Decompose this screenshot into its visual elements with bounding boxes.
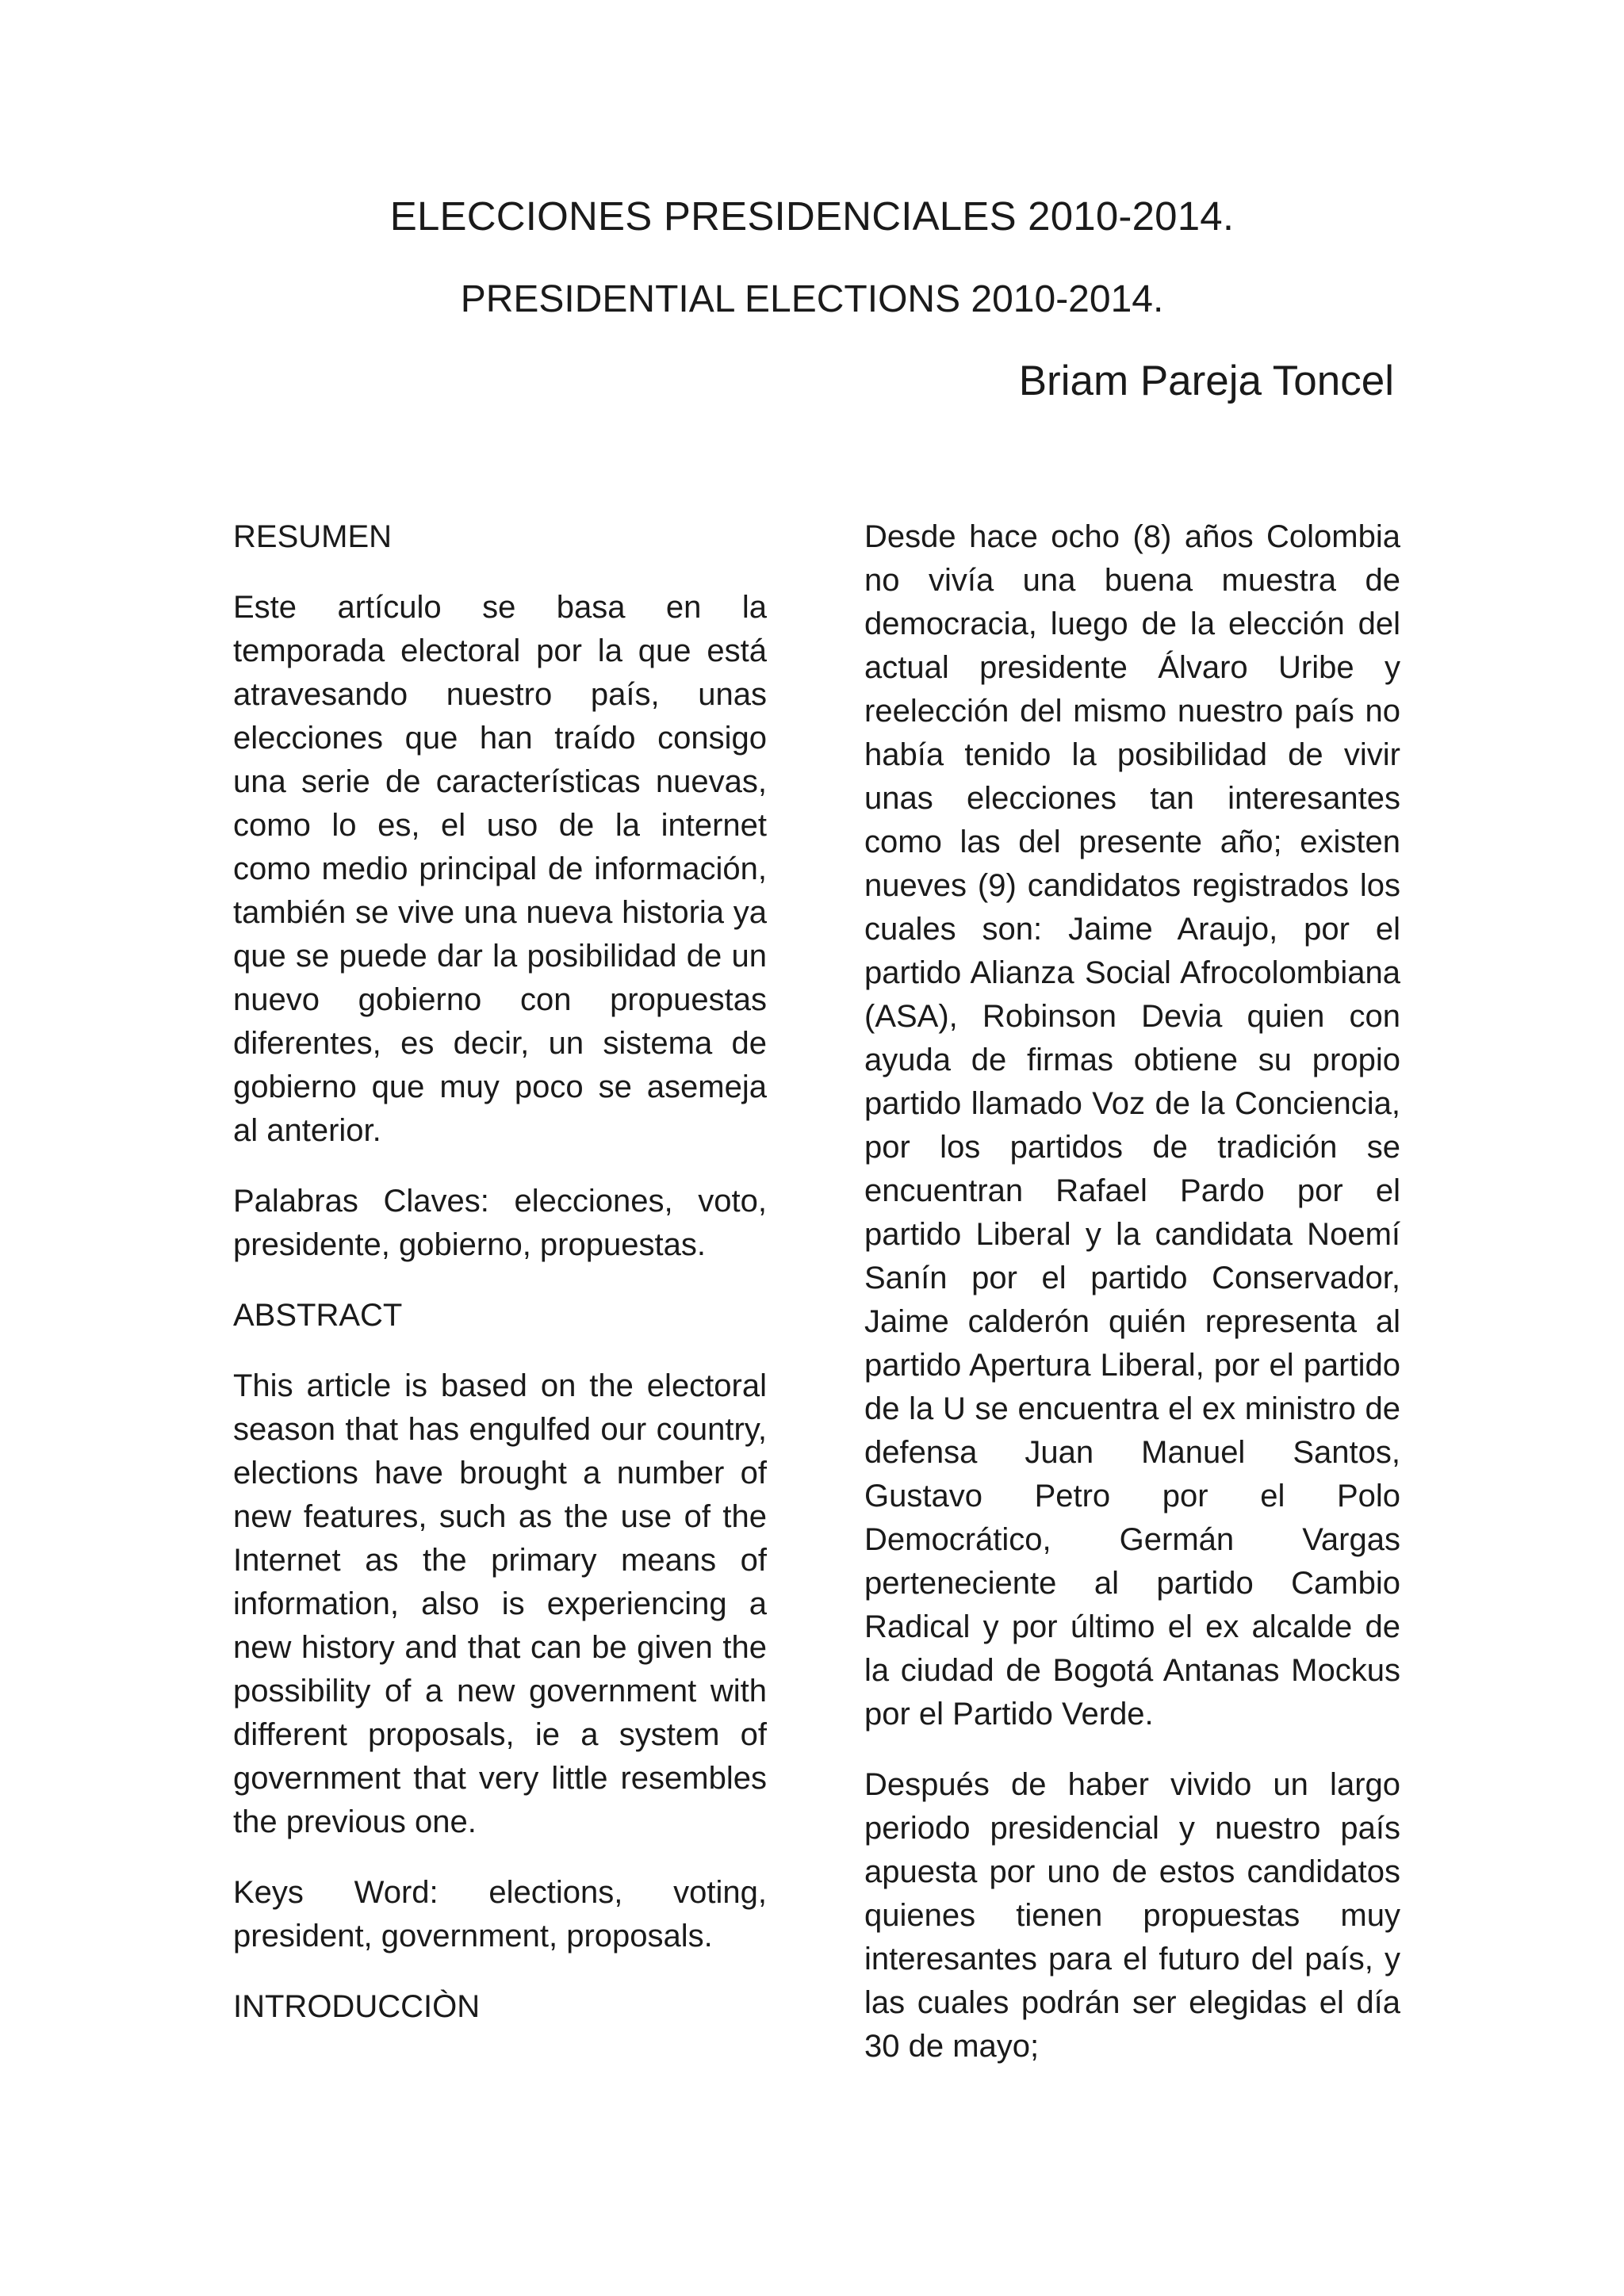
title-spanish: ELECCIONES PRESIDENCIALES 2010-2014. (389, 193, 1235, 239)
abstract-paragraph: This article is based on the electoral season that has engulfed our country, elections have brought a number of new features, such as the use of the Internet as the primary means of information, also is experiencing a new history and that can be given the possibility of a new government with different proposals, ie a system of government that very little resembles the previous one. (233, 1368, 767, 1839)
resumen-paragraph: Este artículo se basa en la temporada electoral por la que está atravesando nuestro país, unas elecciones que han traído consigo una serie de características nuevas, como lo es, el uso de la internet como medio principal de información, también se vive una nueva historia ya que se puede dar la posibilidad de un nuevo gobierno con propuestas diferentes, es decir, un sistema de gobierno que muy poco se asemeja al anterior. (233, 590, 767, 1148)
right-column (864, 515, 1400, 2068)
left-column (233, 515, 767, 2056)
title-english: PRESIDENTIAL ELECTIONS 2010-2014. (460, 278, 1164, 320)
introduction-paragraph-1: Desde hace ocho (8) años Colombia no vivía una buena muestra de democracia, luego de la elección del actual presidente Álvaro Uribe y reelección del mismo nuestro país no había tenido la posibilidad de vivir unas elecciones tan interesantes como las del presente año; existen nueves (9) candidatos registrados los cuales son: Jaime Araujo, por el partido Alianza Social Afrocolombiana (ASA), Robinson Devia quien con ayuda de firmas obtiene su propio partido llamado Voz de la Conciencia, por los partidos de tradición se encuentran Rafael Pardo por el partido Liberal y la candidata Noemí Sanín por el partido Conservador, Jaime calderón quién representa al partido Apertura Liberal, por el partido de la U se encuentra el ex ministro de defensa Juan Manuel Santos, Gustavo Petro por el Polo Democrático, Germán Vargas perteneciente al partido Cambio Radical y por último el ex alcalde de la ciudad de Bogotá Antanas Mockus por el Partido Verde. (864, 519, 1400, 1732)
keywords: Keys Word: elections, voting, president, government, proposals. (233, 1875, 767, 1954)
abstract-heading: ABSTRACT (233, 1298, 403, 1333)
author-name: Briam Pareja Toncel (1018, 358, 1394, 404)
introduction-heading: INTRODUCCIÒN (233, 1989, 481, 2024)
resumen-heading: RESUMEN (233, 519, 393, 554)
palabras-claves: Palabras Claves: elecciones, voto, presidente, gobierno, propuestas. (233, 1184, 767, 1262)
introduction-paragraph-2: Después de haber vivido un largo periodo presidencial y nuestro país apuesta por uno de estos candidatos quienes tienen propuestas muy interesantes para el futuro del país, y las cuales podrán ser elegidas el día 30 de mayo; (864, 1767, 1400, 2064)
